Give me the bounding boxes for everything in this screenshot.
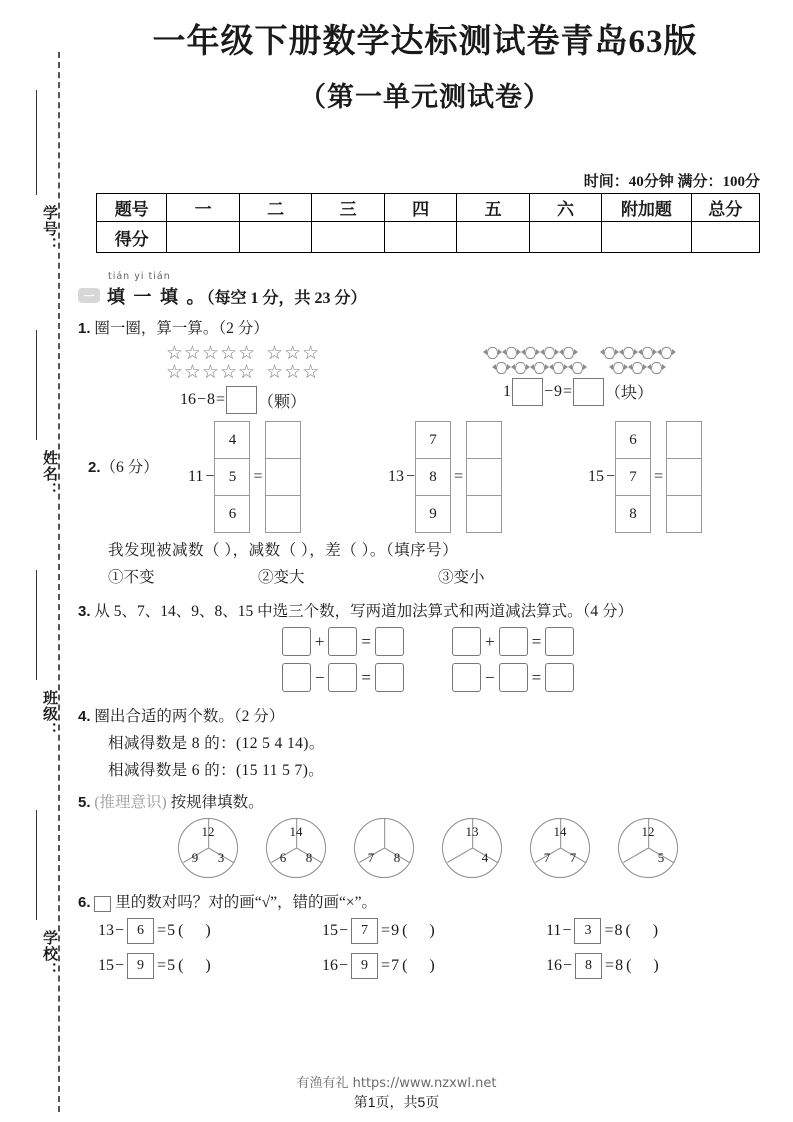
question-5 (78, 790, 778, 878)
q2-subtrahend-stack-2 (615, 421, 651, 533)
rail-line-3 (36, 570, 37, 680)
pie-chart-0[interactable] (178, 818, 238, 878)
q3-box[interactable] (375, 663, 404, 692)
score-table-header-7: 附加题 (602, 194, 691, 222)
candy-icon (559, 347, 576, 357)
q6-result: 7 (391, 957, 400, 975)
candy-icon (657, 347, 674, 357)
q6-judgement-paren[interactable]: ( ) (402, 922, 444, 940)
equals-sign: = (381, 922, 391, 940)
candy-icon (609, 362, 626, 372)
section-pinyin: tián yi tián (108, 271, 171, 282)
candy-icon (502, 347, 519, 357)
pie-chart-5[interactable] (618, 818, 678, 878)
question-2-option-0[interactable]: ①不变 (108, 569, 155, 587)
score-table-header-3: 三 (312, 194, 384, 222)
score-table-header-4: 四 (384, 194, 456, 222)
question-5-head (78, 790, 778, 812)
margin-label-school: 学校： (41, 930, 58, 978)
pie-0-top: 12 (201, 824, 215, 840)
pie-chart-4[interactable] (530, 818, 590, 878)
question-2-number: 2. (88, 459, 101, 477)
question-1-figures (78, 344, 778, 415)
question-2-option-2[interactable]: ③变小 (438, 569, 485, 587)
minus-sign: − (485, 667, 495, 687)
section-points: （每空 1 分，共 23 分） (206, 289, 367, 307)
question-2-note: 我发现被减数（ ），减数（ ），差（ ）。（填序号） (108, 542, 459, 560)
q6-judgement-paren[interactable]: ( ) (402, 957, 444, 975)
minus-sign: − (562, 922, 572, 940)
q2-sub-2-2: 8 (629, 506, 637, 523)
page-subtitle: （第一单元测试卷） (299, 82, 551, 113)
q3-addition-equation-0 (282, 627, 404, 656)
candy-icon (483, 347, 500, 357)
q1-right-answer-box[interactable] (573, 378, 604, 406)
q2-sub-0-2: 6 (228, 506, 237, 523)
margin-label-class: 班级： (41, 690, 58, 738)
score-cell-0[interactable] (167, 222, 239, 253)
question-1-head (78, 316, 778, 338)
question-3 (78, 599, 778, 692)
q2-sub-0-0: 4 (215, 422, 249, 459)
pie-2-left: 7 (367, 850, 375, 866)
table-row-header (97, 194, 760, 222)
candy-icon (530, 362, 547, 372)
question-2 (78, 421, 778, 587)
q3-box[interactable] (545, 627, 574, 656)
question-5-text: 按规律填数。 (170, 794, 264, 812)
equals-sign: = (381, 957, 391, 975)
pie-4-left: 7 (543, 850, 551, 866)
score-cell-7[interactable] (691, 222, 759, 253)
table-row-scores (97, 222, 760, 253)
question-1-left-equation (78, 386, 408, 414)
q2-answer-stack-2[interactable] (666, 421, 702, 533)
score-cell-4[interactable] (457, 222, 529, 253)
q2-subtrahend-stack-1 (415, 421, 451, 533)
candy-icon (568, 362, 585, 372)
pie-5-right: 5 (657, 850, 665, 866)
question-2-options (108, 565, 778, 587)
question-3-subtraction-row (282, 663, 574, 692)
pie-chart-3[interactable] (442, 818, 502, 878)
q3-box[interactable] (328, 663, 357, 692)
equals-sign: = (605, 957, 615, 975)
q6-box-value[interactable]: 9 (351, 953, 378, 979)
question-5-number: 5. (78, 794, 91, 812)
score-table-header-0: 题号 (97, 194, 167, 222)
q3-box[interactable] (282, 627, 311, 656)
pie-2-right: 8 (393, 850, 401, 866)
score-table-header-5: 五 (457, 194, 529, 222)
minus-sign: − (196, 391, 206, 409)
q1-left-unit: （颗） (258, 393, 307, 411)
watermark: 有渔有礼 https://www.nzxwl.net (296, 1076, 497, 1091)
title-block (70, 22, 780, 114)
equals-sign: = (654, 468, 664, 486)
star-row-1: ☆☆☆☆☆ ☆☆☆ (165, 342, 321, 364)
pie-5-top: 12 (641, 824, 655, 840)
score-table-header-1: 一 (167, 194, 239, 222)
q3-box[interactable] (375, 627, 404, 656)
star-row-2: ☆☆☆☆☆ ☆☆☆ (165, 362, 321, 384)
question-2-item-2: 15 − 6 7 8 = (588, 421, 702, 533)
q2-sub-2-0: 6 (616, 422, 650, 459)
q3-subtraction-equation-0 (282, 663, 404, 692)
page-title: 一年级下册数学达标测试卷青岛63版 (152, 24, 698, 60)
candy-icon (628, 362, 645, 372)
equals-sign: = (604, 922, 614, 940)
q3-box[interactable] (499, 627, 528, 656)
q6-judgement-paren[interactable]: ( ) (626, 957, 668, 975)
minus-sign: − (543, 382, 553, 400)
q6-item-1-1 (322, 953, 546, 979)
question-3-text: 从 5、7、14、9、8、15 中选三个数，写两道加法算式和两道减法算式。（4 分） (94, 603, 634, 621)
q1-left-answer-box[interactable] (226, 386, 257, 414)
candy-icon (540, 347, 557, 357)
q1-right-minuend-box[interactable] (512, 378, 543, 406)
q3-box[interactable] (452, 627, 481, 656)
section-heading (78, 283, 778, 309)
q6-judgement-paren[interactable]: ( ) (625, 922, 668, 940)
q6-minuend: 11 (546, 922, 562, 940)
candy-icon (638, 347, 655, 357)
pie-3-right: 4 (481, 850, 489, 866)
q2-sub-0-1: 5 (215, 459, 249, 496)
equals-sign: = (562, 382, 573, 400)
q3-box[interactable] (499, 663, 528, 692)
margin-label-student-id: 学号： (41, 205, 58, 253)
question-6-row-1 (98, 953, 778, 979)
q1-right-subtrahend: 9 (553, 382, 562, 400)
q6-result: 5 (167, 957, 176, 975)
q6-box-value[interactable]: 8 (575, 953, 602, 979)
pie-4-right: 7 (569, 850, 577, 866)
question-4-head (78, 704, 778, 726)
pie-1-top: 14 (289, 824, 303, 840)
candy-icon (549, 362, 566, 372)
q6-box-value[interactable]: 9 (127, 953, 154, 979)
q6-item-0-0 (98, 918, 322, 944)
q2-minuend-2: 15 (588, 468, 604, 486)
pie-1-left: 6 (279, 850, 287, 866)
q6-item-1-2 (546, 953, 770, 979)
q3-subtraction-equation-1 (452, 663, 574, 692)
q1-right-prefix: 1 (502, 382, 511, 400)
question-6-text: 里的数对吗？对的画“√”，错的画“×”。 (115, 894, 378, 912)
q6-result: 9 (391, 922, 400, 940)
equals-sign: = (253, 468, 263, 486)
equals-sign: = (454, 468, 464, 486)
candy-icon (492, 362, 509, 372)
equals-sign: = (531, 667, 542, 687)
margin-rail (0, 0, 70, 1122)
q2-sub-2-1: 7 (616, 459, 650, 496)
plus-sign: + (314, 631, 325, 651)
pie-chart-1[interactable] (266, 818, 326, 878)
score-table-header-6: 六 (529, 194, 601, 222)
plus-sign: + (485, 631, 495, 651)
candy-icon (619, 347, 636, 357)
equals-sign: = (215, 391, 226, 409)
rail-line-1 (36, 90, 37, 195)
question-5-tag: (推理意识) (94, 794, 167, 812)
question-1-number: 1. (78, 319, 91, 337)
question-2-item-1: 13 − 7 8 9 = (388, 421, 588, 533)
pie-0-left: 9 (191, 850, 199, 866)
equals-sign: = (157, 957, 167, 975)
q6-result: 5 (167, 922, 176, 940)
rail-line-4 (36, 810, 37, 920)
question-3-addition-row (282, 627, 574, 656)
score-table-header-2: 二 (239, 194, 311, 222)
question-3-head (78, 599, 778, 621)
q6-minuend: 16 (322, 957, 338, 975)
section-badge: 一 (78, 288, 100, 303)
question-6-head (78, 890, 778, 912)
minus-sign: − (115, 957, 125, 975)
candies-group (408, 344, 748, 415)
margin-label-name: 姓名： (41, 450, 58, 498)
question-1-right-equation (408, 378, 748, 406)
minus-sign: − (115, 922, 125, 940)
question-6-answer-area (98, 918, 778, 979)
pie-0-right: 3 (217, 850, 225, 866)
question-4 (78, 704, 778, 780)
candy-row-2 (408, 359, 748, 375)
candy-icon (647, 362, 664, 372)
pie-4-top: 14 (553, 824, 567, 840)
question-2-option-1[interactable]: ②变大 (258, 569, 305, 587)
minus-sign: − (314, 667, 325, 687)
q2-sub-1-1: 8 (416, 459, 450, 496)
pie-3-top: 13 (465, 824, 479, 840)
q6-minuend: 13 (98, 922, 114, 940)
inline-blank-box-icon (94, 896, 111, 912)
score-cell-6[interactable] (602, 222, 691, 253)
q6-item-1-0 (98, 953, 322, 979)
q2-subtrahend-stack-0 (214, 421, 250, 533)
candy-icon (511, 362, 528, 372)
question-3-number: 3. (78, 603, 91, 621)
section-title: 填 一 填 。（每空 1 分，共 23 分） (107, 286, 367, 307)
score-cell-2[interactable] (312, 222, 384, 253)
time-and-total-score: 时间：40分钟 满分：100分 (583, 174, 760, 190)
q6-item-0-2 (546, 918, 770, 944)
q6-box-value[interactable]: 6 (127, 918, 154, 944)
q2-sub-1-0: 7 (416, 422, 450, 459)
equals-sign: = (157, 922, 167, 940)
question-4-text: 圈出合适的两个数。（2 分） (94, 708, 285, 726)
question-4-line-1[interactable]: 相减得数是 8 的：(12 5 4 14)。 (108, 735, 325, 753)
q6-box-value[interactable]: 7 (351, 918, 378, 944)
question-3-answer-area (78, 627, 778, 692)
question-2-text: （6 分） (100, 459, 159, 477)
q6-result: 8 (614, 922, 623, 940)
q6-minuend: 16 (546, 957, 562, 975)
q6-item-0-1 (322, 918, 546, 944)
q6-result: 8 (615, 957, 624, 975)
score-cell-5[interactable] (529, 222, 601, 253)
stars-group (78, 344, 408, 415)
q1-right-unit: （块） (605, 385, 654, 402)
q2-answer-stack-1[interactable] (466, 421, 502, 533)
candy-icon (521, 347, 538, 357)
question-1 (78, 316, 778, 415)
question-5-circles (78, 818, 778, 878)
q2-minuend-0: 11 (188, 468, 204, 486)
rail-line-2 (36, 330, 37, 440)
minus-sign: − (339, 922, 349, 940)
equals-sign: = (361, 667, 371, 687)
question-2-row (88, 421, 778, 533)
question-6-number: 6. (78, 894, 91, 912)
pie-1-right: 8 (305, 850, 313, 866)
score-cell-3[interactable] (384, 222, 456, 253)
q6-box-value[interactable]: 3 (574, 918, 601, 944)
score-row-label: 得分 (97, 222, 167, 253)
score-cell-1[interactable] (239, 222, 311, 253)
equals-sign: = (361, 631, 371, 651)
candy-row-1 (408, 344, 748, 360)
score-table-header-8: 总分 (691, 194, 759, 222)
q6-judgement-paren[interactable]: ( ) (178, 957, 220, 975)
question-6-row-0 (98, 918, 778, 944)
question-4-number: 4. (78, 708, 91, 726)
q1-left-subtrahend: 8 (206, 391, 215, 409)
q6-judgement-paren[interactable]: ( ) (178, 922, 220, 940)
candy-icon (600, 347, 617, 357)
q3-box[interactable] (545, 663, 574, 692)
minus-sign: − (563, 957, 573, 975)
q2-sub-1-2: 9 (429, 506, 437, 523)
question-4-line-2[interactable]: 相减得数是 6 的：(15 11 5 7)。 (108, 762, 325, 780)
q2-answer-stack-0[interactable] (265, 421, 301, 533)
question-2-head (88, 421, 188, 533)
equals-sign: = (531, 631, 542, 651)
pie-chart-2[interactable] (354, 818, 414, 878)
q2-minuend-1: 13 (388, 468, 404, 486)
question-2-item-0: 11 − 4 5 6 = (188, 421, 388, 533)
q6-minuend: 15 (322, 922, 338, 940)
q3-box[interactable] (282, 663, 311, 692)
q3-box[interactable] (328, 627, 357, 656)
page-number: 第1页，共5页 (353, 1094, 440, 1110)
question-6 (78, 890, 778, 979)
minus-sign: − (339, 957, 349, 975)
q6-minuend: 15 (98, 957, 114, 975)
q1-left-minuend: 16 (179, 391, 196, 409)
question-1-text: 圈一圈，算一算。（2 分） (94, 319, 269, 337)
q3-box[interactable] (452, 663, 481, 692)
score-table (96, 193, 760, 253)
exam-body (78, 272, 778, 979)
q3-addition-equation-1 (452, 627, 574, 656)
